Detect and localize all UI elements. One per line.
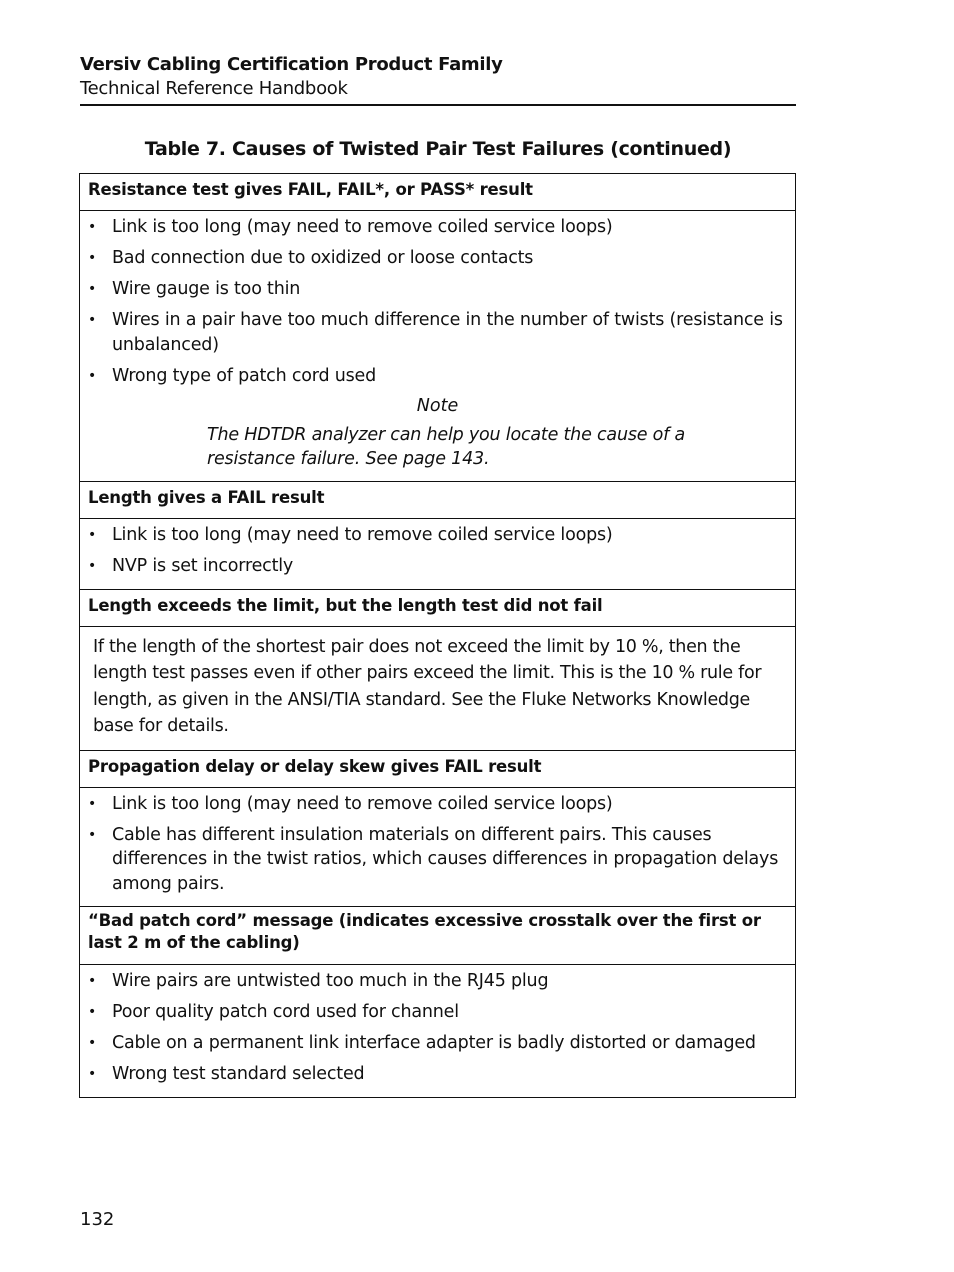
note-text: The HDTDR analyzer can help you locate the cause of a resistance failure. See page 143. <box>207 425 686 469</box>
note-label: Note <box>416 396 459 416</box>
bullet-glyph: • <box>88 250 97 266</box>
bullet-glyph: • <box>88 312 97 328</box>
section-body-bad-patch-cord <box>80 965 795 1097</box>
section-heading-bad-patch-cord: “Bad patch cord” message (indicates excessive crosstalk over the first or last 2 m of the cabling) <box>80 907 795 965</box>
list-item: • Cable on a permanent link interface adapter is badly distorted or damaged <box>88 1031 787 1056</box>
list-item: • NVP is set incorrectly <box>88 554 787 579</box>
section-body-resistance <box>80 211 795 482</box>
bullet-list <box>88 792 787 897</box>
bullet-glyph: • <box>88 367 97 384</box>
bullet-list <box>88 523 787 579</box>
handbook-title: Technical Reference Handbook <box>80 78 348 99</box>
bullet-glyph: • <box>88 558 97 574</box>
bullet-glyph: • <box>88 527 97 543</box>
bullet-list <box>88 969 787 1087</box>
bullet-glyph: • <box>88 1035 97 1051</box>
section-paragraph: If the length of the shortest pair does not exceed the limit by 10 %, then the length test passes even if other pairs exceed the limit. This is the 10 % rule for length, as given in the ANSI/TIA standard. See the Fluke Networks Knowledge base for details. <box>93 636 762 736</box>
list-item: • Bad connection due to oxidized or loose contacts <box>88 246 787 271</box>
list-item: • Wire pairs are untwisted too much in the RJ45 plug <box>88 969 787 994</box>
section-heading-propagation-delay: Propagation delay or delay skew gives FAIL result <box>80 751 795 788</box>
list-item: • Cable has different insulation materials on different pairs. This causes differences in the twist ratios, which causes differences in propagation delays among pairs. <box>88 824 779 894</box>
bullet-glyph: • <box>88 1066 97 1082</box>
section-body-length-exceeds <box>80 627 795 751</box>
section-body-propagation-delay <box>80 788 795 908</box>
bullet-glyph: • <box>88 826 97 843</box>
table-title: Table 7. Causes of Twisted Pair Test Failures (continued) <box>144 138 732 160</box>
list-item: • Link is too long (may need to remove coiled service loops) <box>88 792 787 817</box>
header-rule <box>80 104 796 106</box>
list-item: • Wrong test standard selected <box>88 1062 787 1087</box>
bullet-glyph: • <box>88 219 97 235</box>
list-item: • Poor quality patch cord used for channel <box>88 1000 787 1025</box>
list-item: • Link is too long (may need to remove coiled service loops) <box>88 523 787 548</box>
page-number: 132 <box>80 1209 115 1230</box>
section-body-length-fail <box>80 519 795 590</box>
list-item: • Wires in a pair have too much difference in the number of twists (resistance is unbalanced) <box>88 310 783 355</box>
bullet-glyph: • <box>88 973 97 989</box>
list-item: • Link is too long (may need to remove coiled service loops) <box>88 215 787 240</box>
list-item: • Wire gauge is too thin <box>88 277 787 302</box>
section-heading-length-fail: Length gives a FAIL result <box>80 482 795 519</box>
page-header <box>80 53 796 106</box>
bullet-glyph: • <box>88 795 97 812</box>
section-heading-length-exceeds: Length exceeds the limit, but the length test did not fail <box>80 590 795 627</box>
bullet-list <box>88 215 787 388</box>
bullet-glyph: • <box>88 1004 97 1020</box>
section-heading-resistance: Resistance test gives FAIL, FAIL*, or PASS* result <box>80 174 795 211</box>
failure-causes-table <box>79 173 796 1098</box>
bullet-glyph: • <box>88 281 97 297</box>
product-title: Versiv Cabling Certification Product Family <box>80 54 503 75</box>
list-item: • Wrong type of patch cord used <box>88 364 787 389</box>
